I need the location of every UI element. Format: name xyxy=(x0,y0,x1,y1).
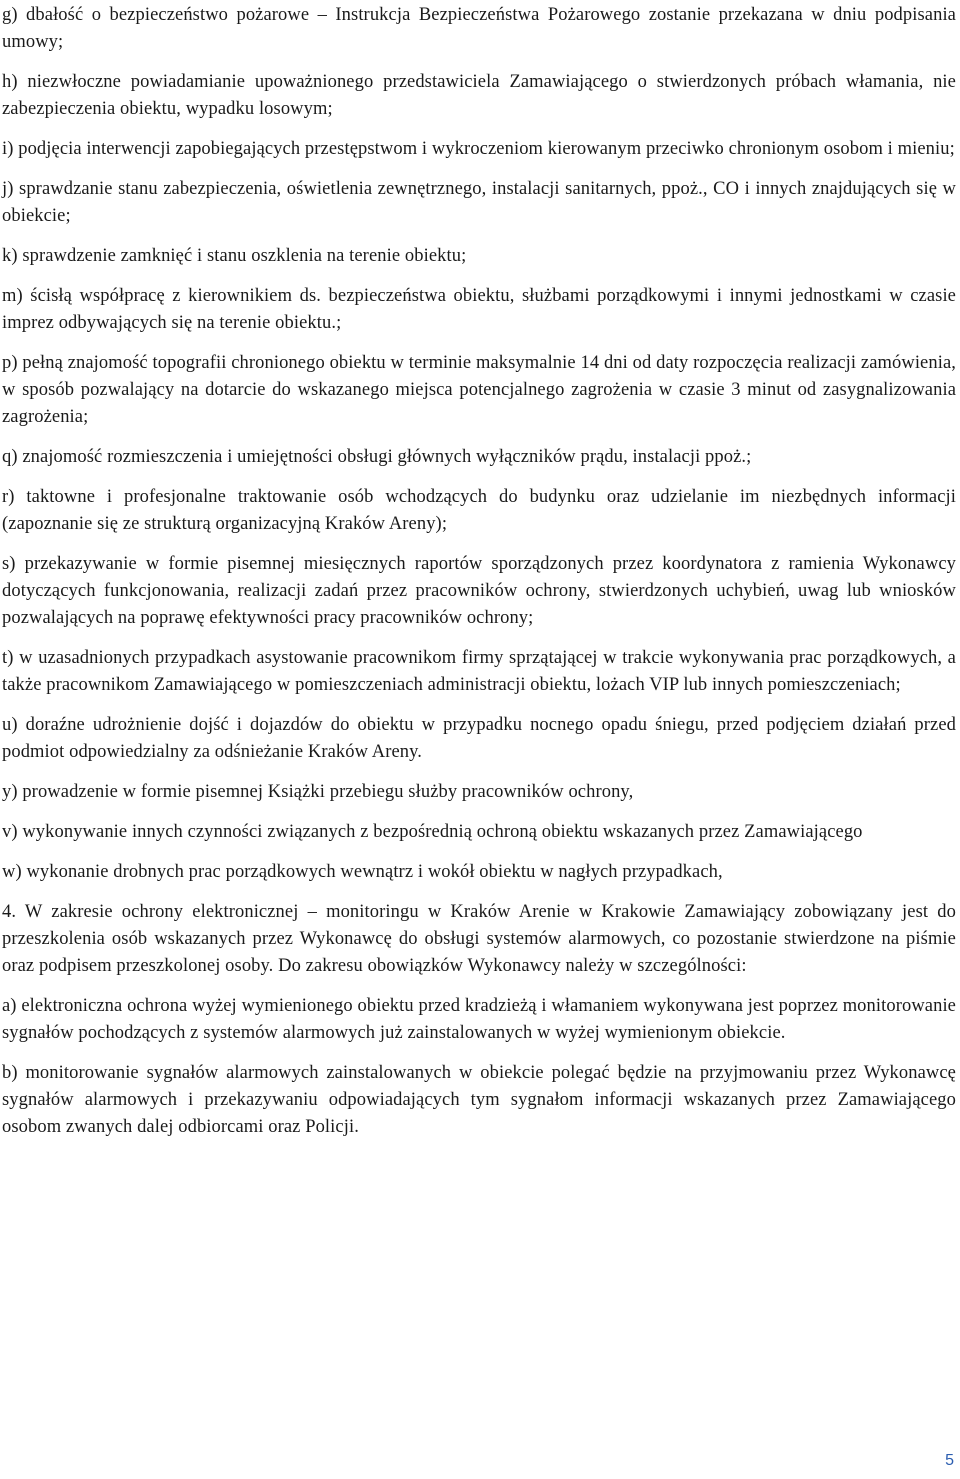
paragraph-m: m) ścisłą współpracę z kierownikiem ds. bezpieczeństwa obiektu, służbami porządkowymi i innymi jednostkami w czasie imprez odbywających się na terenie obiektu.; xyxy=(2,286,956,333)
page-number: 5 xyxy=(945,1452,954,1469)
paragraph-v: v) wykonywanie innych czynności związanych z bezpośrednią ochroną obiektu wskazanych przez Zamawiającego xyxy=(2,822,863,842)
paragraph-q: q) znajomość rozmieszczenia i umiejętności obsługi głównych wyłączników prądu, instalacji ppoż.; xyxy=(2,447,752,467)
paragraph-p: p) pełną znajomość topografii chronionego obiektu w terminie maksymalnie 14 dni od daty rozpoczęcia realizacji zamówienia, w sposób pozwalający na dotarcie do wskazanego miejsca potencjalnego zagrożenia w czasie 3 minut od zasygnalizowania zagrożenia; xyxy=(2,353,956,427)
paragraph-b: b) monitorowanie sygnałów alarmowych zainstalowanych w obiekcie polegać będzie na przyjmowaniu przez Wykonawcę sygnałów alarmowych i przekazywaniu odpowiadających tym sygnałom informacji wskazanych przez Zamawiającego osobom zwanych dalej odbiorcami oraz Policji. xyxy=(2,1063,956,1137)
paragraph-w: w) wykonanie drobnych prac porządkowych wewnątrz i wokół obiektu w nagłych przypadkach, xyxy=(2,862,723,882)
paragraph-k: k) sprawdzenie zamknięć i stanu oszklenia na terenie obiektu; xyxy=(2,246,467,266)
paragraph-a: a) elektroniczna ochrona wyżej wymienionego obiektu przed kradzieżą i włamaniem wykonywana jest poprzez monitorowanie sygnałów pochodzących z systemów alarmowych już zainstalowanych w wyżej wymienionym obiekcie. xyxy=(2,996,956,1043)
paragraph-section-4: 4. W zakresie ochrony elektronicznej – monitoringu w Kraków Arenie w Krakowie Zamawiający zobowiązany jest do przeszkolenia osób wskazanych przez Wykonawcę do obsługi systemów alarmowych, co pozostanie stwierdzone na piśmie oraz podpisem przeszkolonej osoby. Do zakresu obowiązków Wykonawcy należy w szczególności: xyxy=(2,902,956,976)
paragraph-y: y) prowadzenie w formie pisemnej Książki przebiegu służby pracowników ochrony, xyxy=(2,782,634,802)
paragraph-h: h) niezwłoczne powiadamianie upoważnionego przedstawiciela Zamawiającego o stwierdzonych próbach włamania, nie zabezpieczenia obiektu, wypadku losowym; xyxy=(2,72,956,119)
document-page xyxy=(2,2,956,1154)
paragraph-i: i) podjęcia interwencji zapobiegających przestępstwom i wykroczeniom kierowanym przeciwko chronionym osobom i mieniu; xyxy=(2,139,955,159)
paragraph-r: r) taktowne i profesjonalne traktowanie osób wchodzących do budynku oraz udzielanie im niezbędnych informacji (zapoznanie się ze strukturą organizacyjną Kraków Areny); xyxy=(2,487,956,534)
paragraph-g: g) dbałość o bezpieczeństwo pożarowe – Instrukcja Bezpieczeństwa Pożarowego zostanie przekazana w dniu podpisania umowy; xyxy=(2,5,956,52)
paragraph-j: j) sprawdzanie stanu zabezpieczenia, oświetlenia zewnętrznego, instalacji sanitarnych, ppoż., CO i innych znajdujących się w obiekcie; xyxy=(2,179,956,226)
paragraph-s: s) przekazywanie w formie pisemnej miesięcznych raportów sporządzonych przez koordynatora z ramienia Wykonawcy dotyczących funkcjonowania, realizacji zadań przez pracowników ochrony, stwierdzonych uchybień, uwag lub wniosków pozwalających na poprawę efektywności pracy pracowników ochrony; xyxy=(2,554,956,628)
paragraph-t: t) w uzasadnionych przypadkach asystowanie pracownikom firmy sprzątającej w trakcie wykonywania prac porządkowych, a także pracownikom Zamawiającego w pomieszczeniach administracji obiektu, lożach VIP lub innych pomieszczeniach; xyxy=(2,648,956,695)
paragraph-u: u) doraźne udrożnienie dojść i dojazdów do obiektu w przypadku nocnego opadu śniegu, przed podjęciem działań przed podmiot odpowiedzialny za odśnieżanie Kraków Areny. xyxy=(2,715,956,762)
